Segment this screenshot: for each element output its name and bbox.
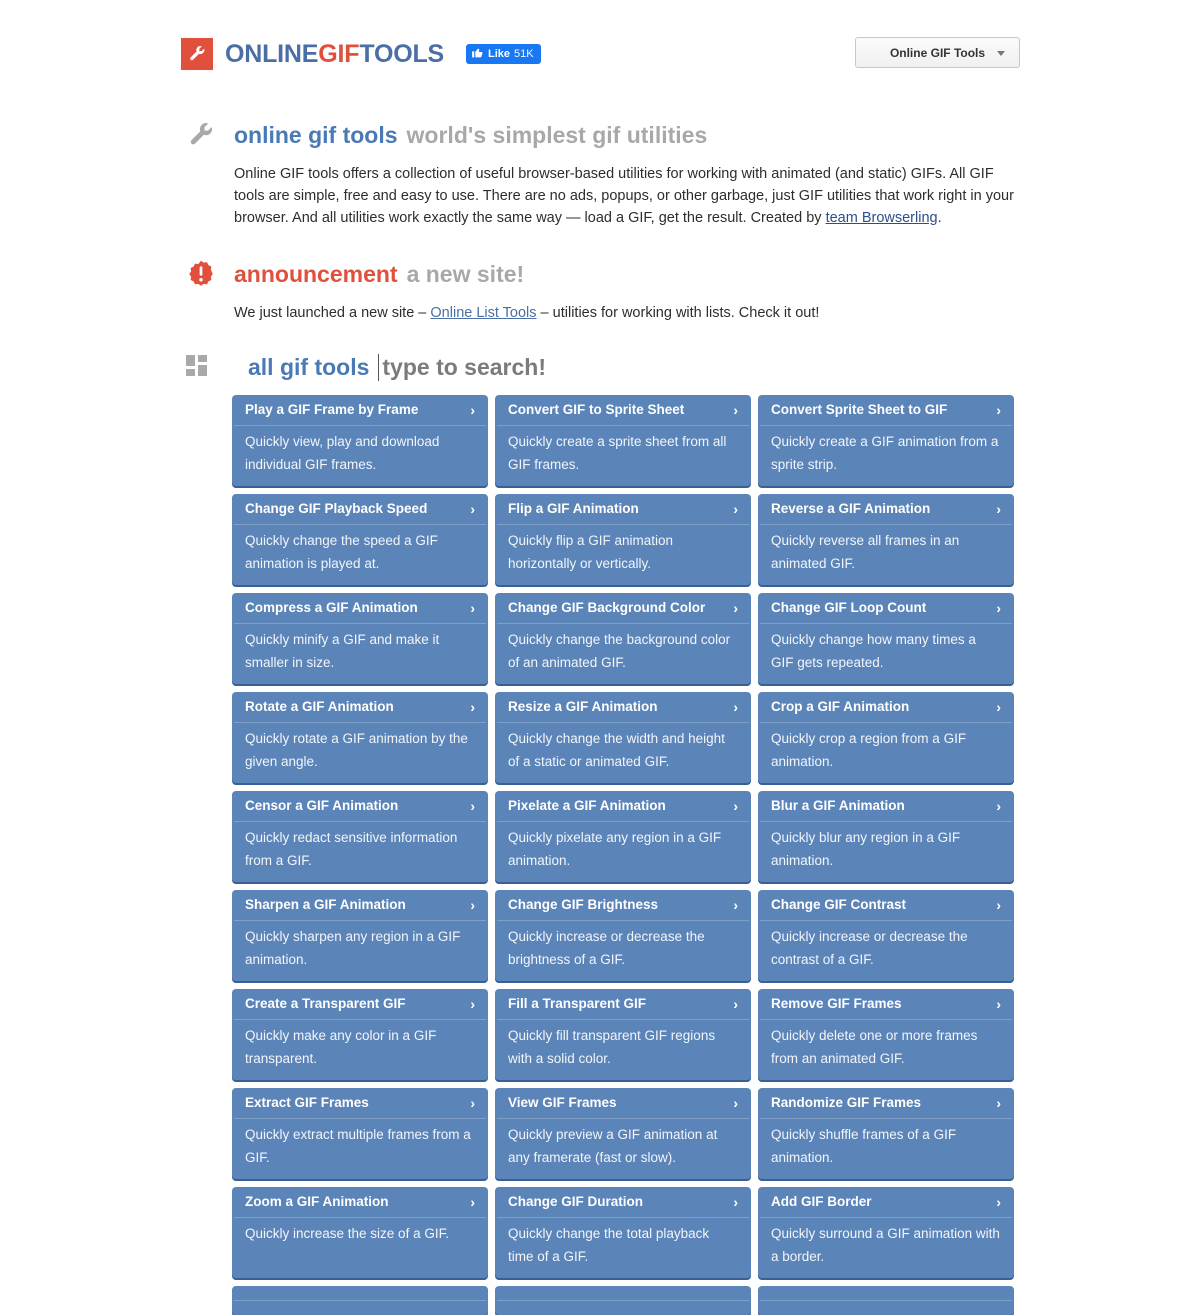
site-selector-value: Online GIF Tools [889,45,986,60]
tool-card-title: Sharpen a GIF Animation [245,897,406,912]
announcement-body-tail: – utilities for working with lists. Check it out! [536,305,820,321]
online-list-tools-link[interactable]: Online List Tools [430,305,537,321]
tool-card-description: Quickly make any color in a GIF transparent. [245,1028,437,1066]
intro-body-text: Online GIF tools offers a collection of useful browser-based utilities for working with animated (and static) GIFs. All GIF tools are simple, free and easy to use. There are no ads, popups, or other garbage, just GIF utilities that work right in your browser. And all utilities work exactly the same way — load a GIF, get the result. Created by [234,166,1014,226]
tool-card-description: Quickly increase the size of a GIF. [245,1226,450,1241]
wrench-icon [186,120,220,150]
tool-card-title: Change GIF Loop Count [771,600,927,615]
tool-card[interactable] [495,692,751,783]
tool-card-header [760,1088,1012,1119]
announcement-heading [186,257,1026,291]
intro-subtitle: world's simplest gif utilities [406,121,708,148]
tool-card[interactable] [495,494,751,585]
tool-card-title: Pixelate a GIF Animation [508,798,666,813]
tool-card-header [234,1088,486,1119]
chevron-right-icon: › [996,996,1001,1012]
wordmark [225,39,444,68]
tool-card-header [760,1286,1012,1301]
tool-card-title: Fill a Transparent GIF [508,996,647,1011]
tool-card-header [497,593,749,624]
tool-card-title: Resize a GIF Animation [508,699,658,714]
tool-card-header [234,494,486,525]
tool-card-description: Quickly minify a GIF and make it smaller in size. [245,632,440,670]
tool-card-header [497,395,749,426]
tool-card-header [497,791,749,822]
tool-card-title: Randomize GIF Frames [771,1095,922,1110]
chevron-down-icon [997,51,1005,56]
brand-logo[interactable] [181,38,541,70]
tool-card-title: Zoom a GIF Animation [245,1194,389,1209]
tool-card-description: Quickly create a sprite sheet from all GIF frames. [508,434,727,472]
wrench-icon [181,38,213,70]
tool-card[interactable] [232,395,488,486]
tool-card-description: Quickly surround a GIF animation with a border. [771,1226,1000,1264]
tool-card-description: Quickly extract multiple frames from a GIF. [245,1127,471,1165]
tool-card[interactable] [232,989,488,1080]
chevron-right-icon: › [996,501,1001,517]
tool-card[interactable] [232,692,488,783]
intro-body-tail: . [937,210,942,226]
tool-card[interactable] [232,1088,488,1179]
tool-card[interactable] [495,890,751,981]
tool-card-title: Flip a GIF Animation [508,501,639,516]
facebook-like-button[interactable] [466,44,541,64]
tool-card-description [232,1301,488,1305]
tool-card[interactable] [758,791,1014,882]
tool-card-header [760,890,1012,921]
tool-card-title: Change GIF Playback Speed [245,501,428,516]
tool-card-title: Censor a GIF Animation [245,798,399,813]
tool-card[interactable] [495,791,751,882]
tool-card-description: Quickly delete one or more frames from an animated GIF. [771,1028,978,1066]
tool-card-title: Convert Sprite Sheet to GIF [771,402,948,417]
tool-card-description: Quickly change the total playback time of a GIF. [508,1226,710,1264]
tool-card-header [760,593,1012,624]
tool-card-description: Quickly create a GIF animation from a sprite strip. [771,434,999,472]
tool-card-title: Change GIF Contrast [771,897,907,912]
tool-card-header [497,1187,749,1218]
tool-card-description [758,1301,1014,1305]
tool-card-title: Create a Transparent GIF [245,996,406,1011]
chevron-right-icon: › [733,600,738,616]
tool-card-header [234,1187,486,1218]
tool-card-description: Quickly shuffle frames of a GIF animation. [771,1127,957,1165]
chevron-right-icon: › [733,798,738,814]
tool-card-header [497,494,749,525]
chevron-right-icon: › [470,402,475,418]
tool-card-title: Crop a GIF Animation [771,699,910,714]
chevron-right-icon: › [996,798,1001,814]
chevron-right-icon: › [470,600,475,616]
tool-card[interactable] [495,1286,751,1315]
tool-card-title: Compress a GIF Animation [245,600,418,615]
tool-card-header [497,1088,749,1119]
tool-card-description: Quickly crop a region from a GIF animation. [771,731,967,769]
tool-card-header [760,494,1012,525]
announcement-body [234,302,1026,324]
tool-card-title: Rotate a GIF Animation [245,699,394,714]
tool-card[interactable] [758,989,1014,1080]
tool-grid [232,395,1014,1315]
facebook-like-count: 51K [514,47,534,60]
site-selector[interactable] [855,37,1020,68]
tool-card-title: Change GIF Background Color [508,600,706,615]
tool-card-header [497,1286,749,1301]
tool-card[interactable] [495,395,751,486]
chevron-right-icon: › [733,501,738,517]
chevron-right-icon: › [733,699,738,715]
wordmark-online: ONLINE [225,39,319,68]
tool-card-header [760,791,1012,822]
intro-body [234,163,1026,229]
wordmark-gif: GIF [318,39,360,68]
tool-card[interactable] [758,890,1014,981]
tool-card-description: Quickly sharpen any region in a GIF animation. [245,929,461,967]
tool-card-header [234,890,486,921]
tool-card-description [495,1301,751,1305]
tool-card[interactable] [232,593,488,684]
chevron-right-icon: › [470,798,475,814]
thumbs-up-icon [471,46,484,62]
alert-badge-icon [186,259,220,289]
tool-card[interactable] [495,1088,751,1179]
tool-card-description: Quickly reverse all frames in an animated GIF. [771,533,960,571]
tool-card[interactable] [758,494,1014,585]
tool-card-header [234,1286,486,1301]
tool-card-description: Quickly view, play and download individual GIF frames. [245,434,440,472]
chevron-right-icon: › [470,1095,475,1111]
tool-card-description: Quickly change the speed a GIF animation is played at. [245,533,438,571]
facebook-like-label: Like [488,47,511,60]
tool-card[interactable] [232,1286,488,1315]
tool-card-description: Quickly change the width and height of a static or animated GIF. [508,731,725,769]
chevron-right-icon: › [733,402,738,418]
tool-card-header [760,395,1012,426]
chevron-right-icon: › [996,600,1001,616]
tool-card-description: Quickly flip a GIF animation horizontally or vertically. [508,533,674,571]
tool-card-title: Reverse a GIF Animation [771,501,931,516]
tool-card-description: Quickly blur any region in a GIF animation. [771,830,961,868]
tool-card-title: Convert GIF to Sprite Sheet [508,402,685,417]
grid-icon [186,352,220,382]
team-browserling-link[interactable]: team Browserling [825,210,938,226]
tool-card[interactable] [232,791,488,882]
chevron-right-icon: › [470,897,475,913]
chevron-right-icon: › [470,996,475,1012]
tool-card[interactable] [758,692,1014,783]
tool-card-header [760,989,1012,1020]
tool-card-title: Change GIF Brightness [508,897,659,912]
tool-card[interactable] [758,593,1014,684]
tool-card[interactable] [495,593,751,684]
chevron-right-icon: › [470,501,475,517]
announcement-subtitle: a new site! [406,260,525,287]
chevron-right-icon: › [733,996,738,1012]
all-tools-heading [186,350,1026,384]
all-tools-title: all gif tools [248,353,370,380]
tool-card[interactable] [232,890,488,981]
tool-card-header [234,989,486,1020]
tool-card-title: Extract GIF Frames [245,1095,369,1110]
tool-card-title: Blur a GIF Animation [771,798,905,813]
intro-heading [186,118,1026,152]
chevron-right-icon: › [733,897,738,913]
tool-card[interactable] [495,989,751,1080]
intro-title: online gif tools [234,121,398,148]
tool-card-description: Quickly rotate a GIF animation by the given angle. [245,731,468,769]
tool-card-title: Change GIF Duration [508,1194,643,1209]
tool-card-header [760,1187,1012,1218]
tool-card-header [760,692,1012,723]
section-intro [186,118,1026,229]
tool-card-title: Remove GIF Frames [771,996,902,1011]
tool-card-description: Quickly change the background color of an animated GIF. [508,632,731,670]
tool-card[interactable] [758,395,1014,486]
tool-card-header [234,395,486,426]
tool-card-header [497,890,749,921]
chevron-right-icon: › [996,897,1001,913]
tool-card-description: Quickly pixelate any region in a GIF animation. [508,830,722,868]
search-input[interactable] [378,354,808,381]
announcement-title: announcement [234,260,398,287]
tool-card-description: Quickly preview a GIF animation at any framerate (fast or slow). [508,1127,718,1165]
tool-card-header [234,791,486,822]
section-all-tools [186,350,1026,384]
chevron-right-icon: › [470,699,475,715]
tool-card[interactable] [232,1187,488,1278]
tool-card-description: Quickly increase or decrease the brightness of a GIF. [508,929,705,967]
chevron-right-icon: › [996,1194,1001,1210]
chevron-right-icon: › [733,1095,738,1111]
tool-card-title: Play a GIF Frame by Frame [245,402,419,417]
tool-card-title: View GIF Frames [508,1095,617,1110]
wordmark-tools: TOOLS [359,39,444,68]
tool-card-header [234,593,486,624]
tool-card-description: Quickly fill transparent GIF regions with a solid color. [508,1028,716,1066]
chevron-right-icon: › [996,1095,1001,1111]
tool-card-header [497,692,749,723]
tool-card-description: Quickly increase or decrease the contrast of a GIF. [771,929,968,967]
chevron-right-icon: › [733,1194,738,1210]
tool-card-description: Quickly change how many times a GIF gets repeated. [771,632,976,670]
chevron-right-icon: › [996,402,1001,418]
announcement-body-text: We just launched a new site – [234,305,431,321]
chevron-right-icon: › [470,1194,475,1210]
tool-card-header [234,692,486,723]
tool-card-header [497,989,749,1020]
tool-card[interactable] [232,494,488,585]
tool-card[interactable] [758,1187,1014,1278]
tool-card-description: Quickly redact sensitive information from a GIF. [245,830,458,868]
chevron-right-icon: › [996,699,1001,715]
section-announcement [186,257,1026,324]
tool-card[interactable] [758,1088,1014,1179]
tool-card[interactable] [495,1187,751,1278]
tool-card[interactable] [758,1286,1014,1315]
tool-card-title: Add GIF Border [771,1194,872,1209]
site-header [0,0,1200,95]
